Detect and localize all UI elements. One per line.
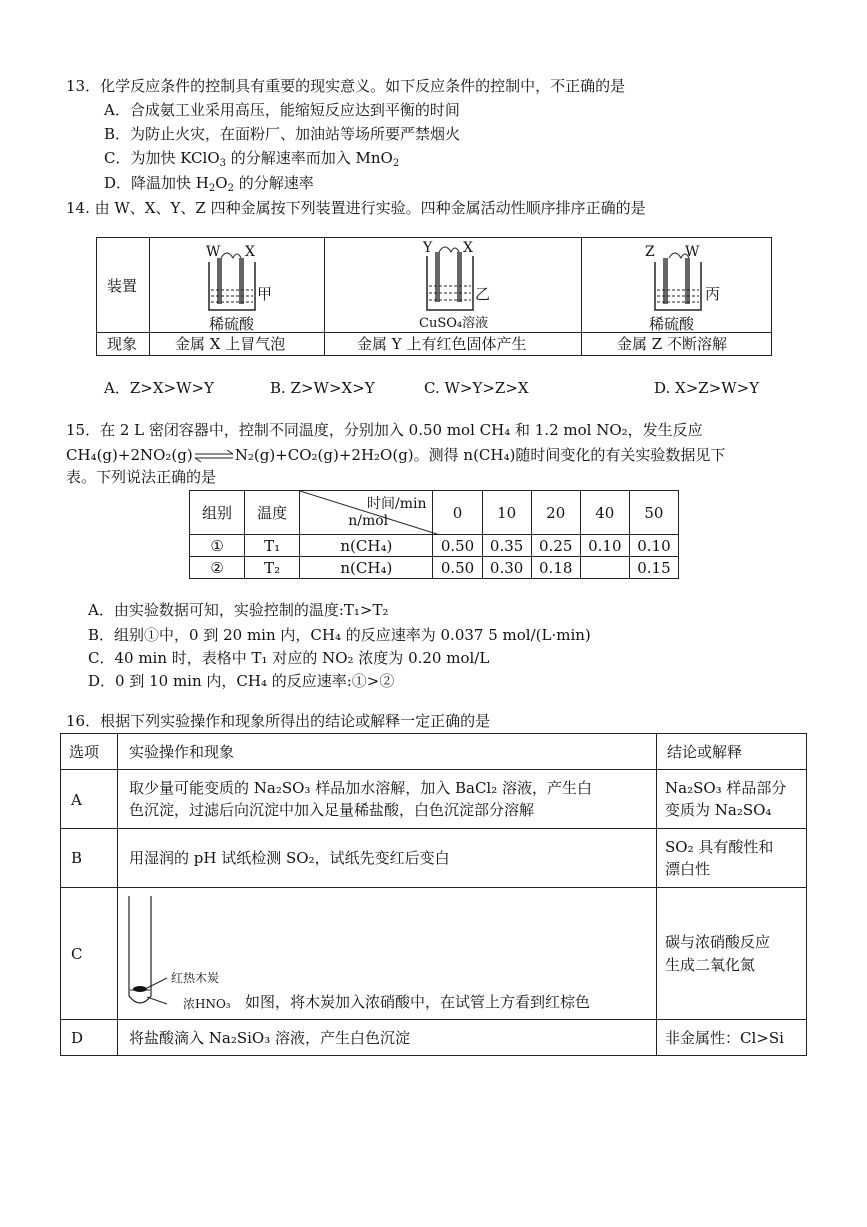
phenomenon-2: 金属 Y 上有红色固体产生 [357,335,527,353]
row-c-op: 如图，将木炭加入浓硝酸中，在试管上方看到红棕色 [245,993,591,1011]
q13-option-d: D．降温加快 $H_2O_2$ 的分解速率 [104,174,314,194]
q15-option-a: A．由实验数据可知，实验控制的温度:T₁>T₂ [88,601,389,619]
diagonal-header-cell: 时间/min n/mol [300,491,433,535]
table-row: ① T₁ n(CH₄) 0.50 0.35 0.25 0.10 0.10 [190,535,679,557]
q15-option-b: B．组别①中，0 到 20 min 内，CH₄ 的反应速率为 0.037 5 mol/(L·min) [88,626,591,644]
q13-option-c: C．为加快 KClO$_3$ 的分解速率而加入 MnO$_2$ [104,149,400,169]
q15-equation: CH₄(g)+2NO₂(g) N₂(g)+CO₂(g)+2H₂O(g)。测得 n(CH₄)随时间变化的有关实验数据见下 [66,446,726,464]
row-c-con-1: 碳与浓硝酸反应 [665,933,771,951]
row-d-op: 将盐酸滴入 Na₂SiO₃ 溶液，产生白色沉淀 [129,1029,411,1047]
q15-stem-1: 15．在 2 L 密闭容器中，控制不同温度，分别加入 0.50 mol CH₄ 和 1.2 mol NO₂，发生反应 [66,421,703,439]
q15-option-c: C．40 min 时，表格中 T₁ 对应的 NO₂ 浓度为 0.20 mol/L [88,649,490,667]
q13-option-b: B．为防止火灾，在面粉厂、加油站等场所要严禁烟火 [104,125,461,143]
apparatus-bing: Z W 丙 稀硫酸 [645,240,745,330]
q15-data-table: 组别 温度 时间/min n/mol 0 10 20 40 50 ① T₁ n(CH₄) 0.50 0.35 0.25 0.10 0.10 ② T₂ n(CH₄) 0.50 0.30 0.18 0.15 [189,490,679,579]
q14-option-c: C. W>Y>Z>X [424,379,529,397]
apparatus-jia: W X 甲 稀硫酸 [197,240,297,330]
q15-stem-3: 表。下列说法正确的是 [66,468,217,486]
row-a-op-2: 色沉淀，过滤后向沉淀中加入足量稀盐酸，白色沉淀部分溶解 [129,801,535,819]
q14-stem: 14. 由 W、X、Y、Z 四种金属按下列装置进行实验。四种金属活动性顺序排序正确的是 [66,199,646,217]
row-d-con: 非金属性：Cl>Si [665,1029,784,1047]
row-label-d: D [71,1029,84,1047]
row-b-op: 用湿润的 pH 试纸检测 SO₂，试纸先变红后变白 [129,849,450,867]
row-label-a: A [71,791,82,809]
q16-table [60,733,807,1056]
q14-table [96,237,772,356]
row-label-c: C [71,945,83,963]
phenomenon-1: 金属 X 上冒气泡 [175,335,286,353]
row-a-con-1: Na₂SO₃ 样品部分 [665,779,787,797]
header-option: 选项 [69,743,100,761]
q13-option-a: A．合成氨工业采用高压，能缩短反应达到平衡的时间 [104,101,460,119]
phenomenon-3: 金属 Z 不断溶解 [617,335,727,353]
header-operation: 实验操作和现象 [129,743,235,761]
q15-option-d: D．0 到 10 min 内，CH₄ 的反应速率:①>② [88,672,395,690]
row-c-con-2: 生成二氧化氮 [665,956,756,974]
row-label-phenomenon: 现象 [107,335,138,353]
table-row: ② T₂ n(CH₄) 0.50 0.30 0.18 0.15 [190,557,679,579]
q13-stem: 13．化学反应条件的控制具有重要的现实意义。如下反应条件的控制中，不正确的是 [66,77,626,95]
row-a-con-2: 变质为 Na₂SO₄ [665,801,772,819]
q14-option-b: B. Z>W>X>Y [270,379,375,397]
row-a-op-1: 取少量可能变质的 Na₂SO₃ 样品加水溶解，加入 BaCl₂ 溶液，产生白 [129,779,592,797]
apparatus-yi: Y X 乙 CuSO₄溶液 [415,240,515,330]
row-label-b: B [71,849,83,867]
row-label-device: 装置 [107,277,138,295]
q14-option-a: A．Z>X>W>Y [104,379,214,397]
row-b-con-1: SO₂ 具有酸性和 [665,838,774,856]
q16-stem: 16．根据下列实验操作和现象所得出的结论或解释一定正确的是 [66,712,491,730]
row-b-con-2: 漂白性 [665,860,711,878]
header-conclusion: 结论或解释 [667,743,743,761]
equilibrium-arrow-icon [193,449,235,463]
q14-option-d: D. X>Z>W>Y [654,379,760,397]
test-tube-diagram: 红热木炭 浓HNO₃ [125,894,255,1016]
